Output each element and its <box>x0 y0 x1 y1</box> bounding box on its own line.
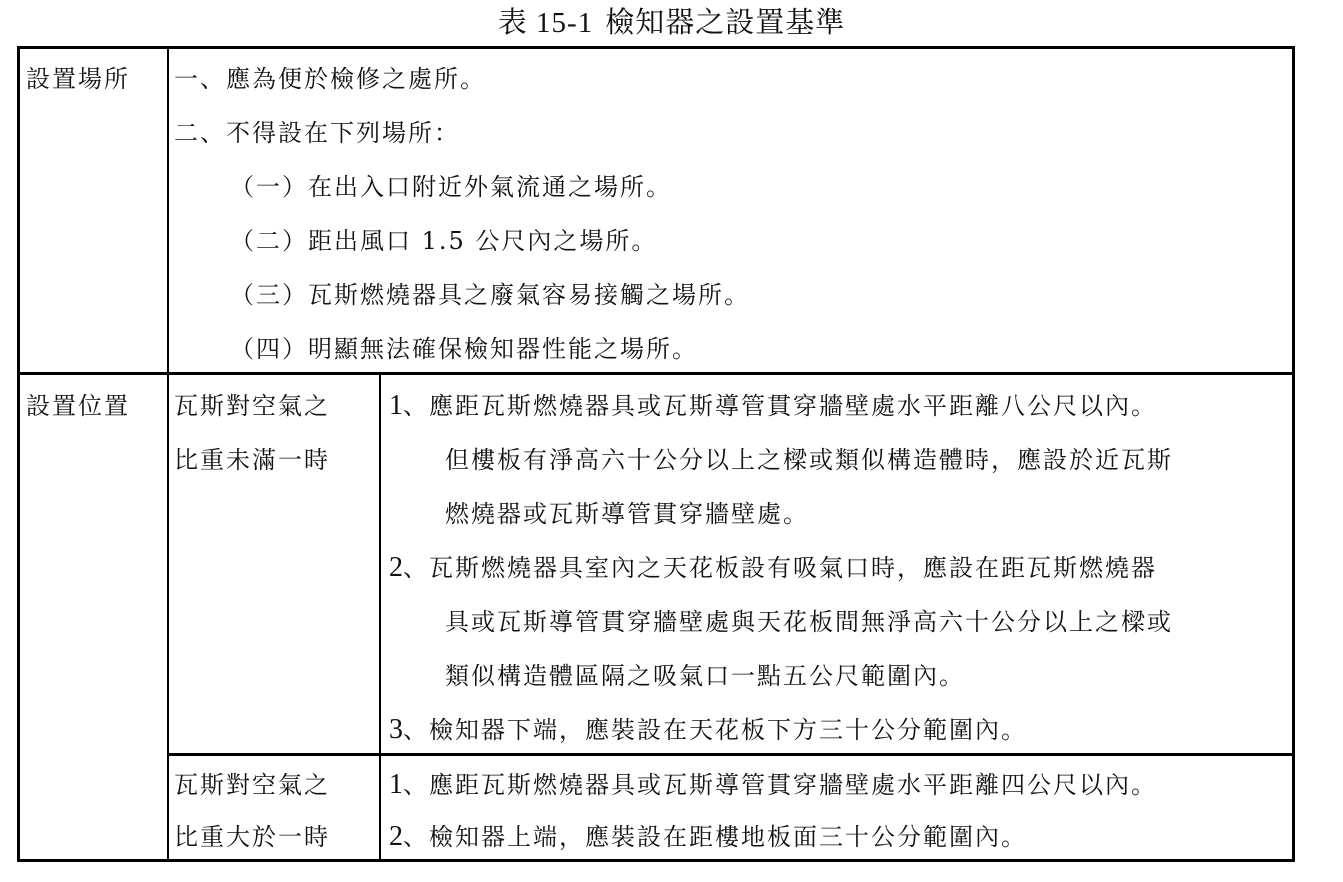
sub-a-label-line1: 瓦斯對空氣之 <box>174 392 330 420</box>
location-subitem-4: （四）明顯無法確保檢知器性能之場所。 <box>230 335 698 363</box>
sub-a-item-1-cont: 燃燒器或瓦斯導管貫穿牆壁處。 <box>445 500 809 528</box>
location-subitem-3: （三）瓦斯燃燒器具之廢氣容易接觸之場所。 <box>230 281 750 309</box>
location-item-1: 一、應為便於檢修之處所。 <box>174 65 486 93</box>
table-title: 檢知器之設置基準 <box>605 5 846 39</box>
sub-b-item-2: 2、檢知器上端，應裝設在距樓地板面三十公分範圍內。 <box>389 821 1027 852</box>
sub-b-label-line1: 瓦斯對空氣之 <box>174 771 330 799</box>
table-number: 表 15-1 <box>497 7 594 39</box>
item-number: 2 <box>389 821 403 852</box>
location-subitem-1: （一）在出入口附近外氣流通之場所。 <box>230 173 672 201</box>
row-header-location: 設置場所 <box>26 65 130 93</box>
item-number: 2 <box>389 552 403 583</box>
column-divider-1 <box>167 49 169 859</box>
location-subitem-2: （二）距出風口 1.5 公尺內之場所。 <box>230 227 658 255</box>
sub-a-item-2-cont: 類似構造體區隔之吸氣口一點五公尺範圍內。 <box>445 662 965 690</box>
sub-b-label-line2: 比重大於一時 <box>174 823 330 851</box>
detector-standards-table <box>17 46 1295 862</box>
row-header-position: 設置位置 <box>26 392 130 420</box>
location-item-2: 二、不得設在下列場所： <box>174 119 460 147</box>
sub-b-item-1: 1、應距瓦斯燃燒器具或瓦斯導管貫穿牆壁處水平距離四公尺以內。 <box>389 769 1157 800</box>
sub-a-item-2: 2、瓦斯燃燒器具室內之天花板設有吸氣口時，應設在距瓦斯燃燒器 <box>389 552 1157 583</box>
sub-a-item-3: 3、檢知器下端，應裝設在天花板下方三十公分範圍內。 <box>389 714 1027 745</box>
sub-a-item-1-cont: 但樓板有淨高六十公分以上之樑或類似構造體時，應設於近瓦斯 <box>445 446 1173 474</box>
item-number: 1 <box>389 390 403 421</box>
sub-a-label-line2: 比重未滿一時 <box>174 446 330 474</box>
table-caption <box>0 0 1343 44</box>
sub-a-item-2-cont: 具或瓦斯導管貫穿牆壁處與天花板間無淨高六十公分以上之樑或 <box>445 608 1173 636</box>
item-number: 1 <box>389 769 403 800</box>
item-number: 3 <box>389 714 403 745</box>
sub-a-item-1: 1、應距瓦斯燃燒器具或瓦斯導管貫穿牆壁處水平距離八公尺以內。 <box>389 390 1157 421</box>
column-divider-2 <box>379 374 381 859</box>
